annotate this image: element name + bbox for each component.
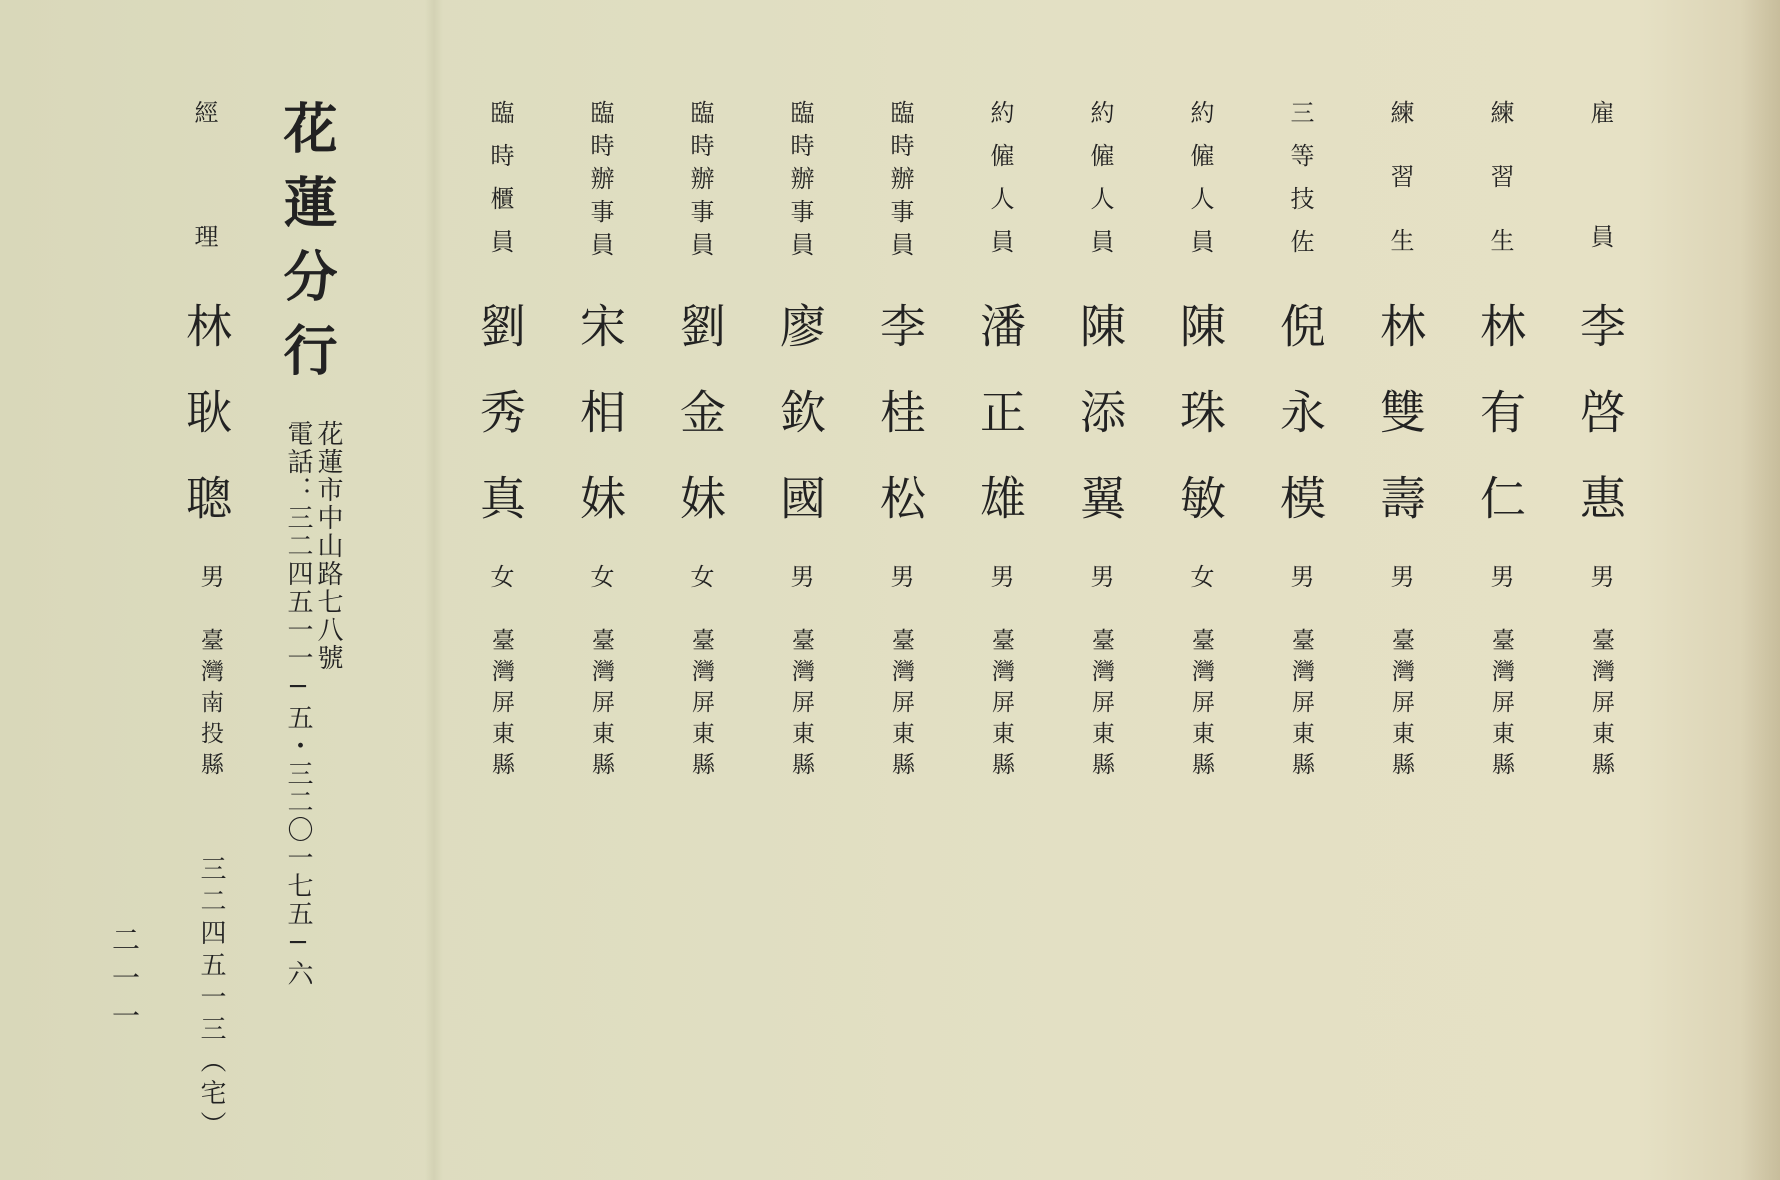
staff-sex: 男 (1286, 564, 1314, 588)
staff-place: 臺灣屏東縣 (888, 628, 914, 783)
staff-place: 臺灣屏東縣 (988, 628, 1014, 783)
branch-phone: 電話：三二四五一一─五・三二〇一七五─六 (283, 420, 313, 988)
manager-title: 經理 (190, 100, 218, 348)
manager-place: 臺灣南投縣 (197, 628, 223, 783)
branch-name: 花蓮分行 (275, 100, 339, 396)
staff-title: 臨時櫃員 (486, 100, 514, 272)
staff-title: 練習生 (1386, 100, 1414, 292)
staff-sex: 男 (1386, 564, 1414, 588)
staff-name: 劉秀真 (473, 302, 527, 560)
staff-sex: 男 (1486, 564, 1514, 588)
staff-place: 臺灣屏東縣 (1188, 628, 1214, 783)
staff-name: 宋相妹 (573, 302, 627, 560)
staff-sex: 女 (686, 564, 714, 588)
staff-place: 臺灣屏東縣 (1288, 628, 1314, 783)
staff-title: 臨時辦事員 (886, 100, 914, 265)
staff-name: 劉金妹 (673, 302, 727, 560)
staff-title: 臨時辦事員 (586, 100, 614, 265)
staff-title: 臨時辦事員 (686, 100, 714, 265)
staff-name: 陳添翼 (1073, 302, 1127, 560)
staff-sex: 男 (986, 564, 1014, 588)
staff-name: 李桂松 (873, 302, 927, 560)
staff-title: 約僱人員 (1186, 100, 1214, 272)
page-number: 二一一 (108, 925, 141, 1039)
staff-place: 臺灣屏東縣 (588, 628, 614, 783)
staff-place: 臺灣屏東縣 (1588, 628, 1614, 783)
staff-sex: 男 (1086, 564, 1114, 588)
staff-sex: 男 (786, 564, 814, 588)
staff-title: 臨時辦事員 (786, 100, 814, 265)
staff-name: 倪永模 (1273, 302, 1327, 560)
staff-sex: 男 (886, 564, 914, 588)
staff-name: 陳珠敏 (1173, 302, 1227, 560)
staff-name: 潘正雄 (973, 302, 1027, 560)
staff-place: 臺灣屏東縣 (688, 628, 714, 783)
staff-sex: 女 (1186, 564, 1214, 588)
staff-place: 臺灣屏東縣 (488, 628, 514, 783)
staff-name: 林有仁 (1473, 302, 1527, 560)
page-fold-shadow (425, 0, 443, 1180)
manager-phone: 三二四五一三（宅） (196, 855, 226, 1143)
staff-place: 臺灣屏東縣 (788, 628, 814, 783)
manager-name: 林耿聰 (179, 302, 233, 560)
staff-sex: 男 (1586, 564, 1614, 588)
staff-title: 雇員 (1586, 100, 1614, 348)
page-edge-shadow (1740, 0, 1780, 1180)
staff-title: 練習生 (1486, 100, 1514, 292)
staff-place: 臺灣屏東縣 (1388, 628, 1414, 783)
staff-title: 三等技佐 (1286, 100, 1314, 272)
staff-place: 臺灣屏東縣 (1488, 628, 1514, 783)
staff-sex: 女 (486, 564, 514, 588)
staff-place: 臺灣屏東縣 (1088, 628, 1114, 783)
staff-title: 約僱人員 (1086, 100, 1114, 272)
staff-title: 約僱人員 (986, 100, 1014, 272)
staff-name: 李啓惠 (1573, 302, 1627, 560)
staff-name: 林雙壽 (1373, 302, 1427, 560)
manager-sex: 男 (196, 564, 224, 588)
branch-address: 花蓮市中山路七八號 (313, 420, 343, 672)
staff-name: 廖欽國 (773, 302, 827, 560)
staff-sex: 女 (586, 564, 614, 588)
